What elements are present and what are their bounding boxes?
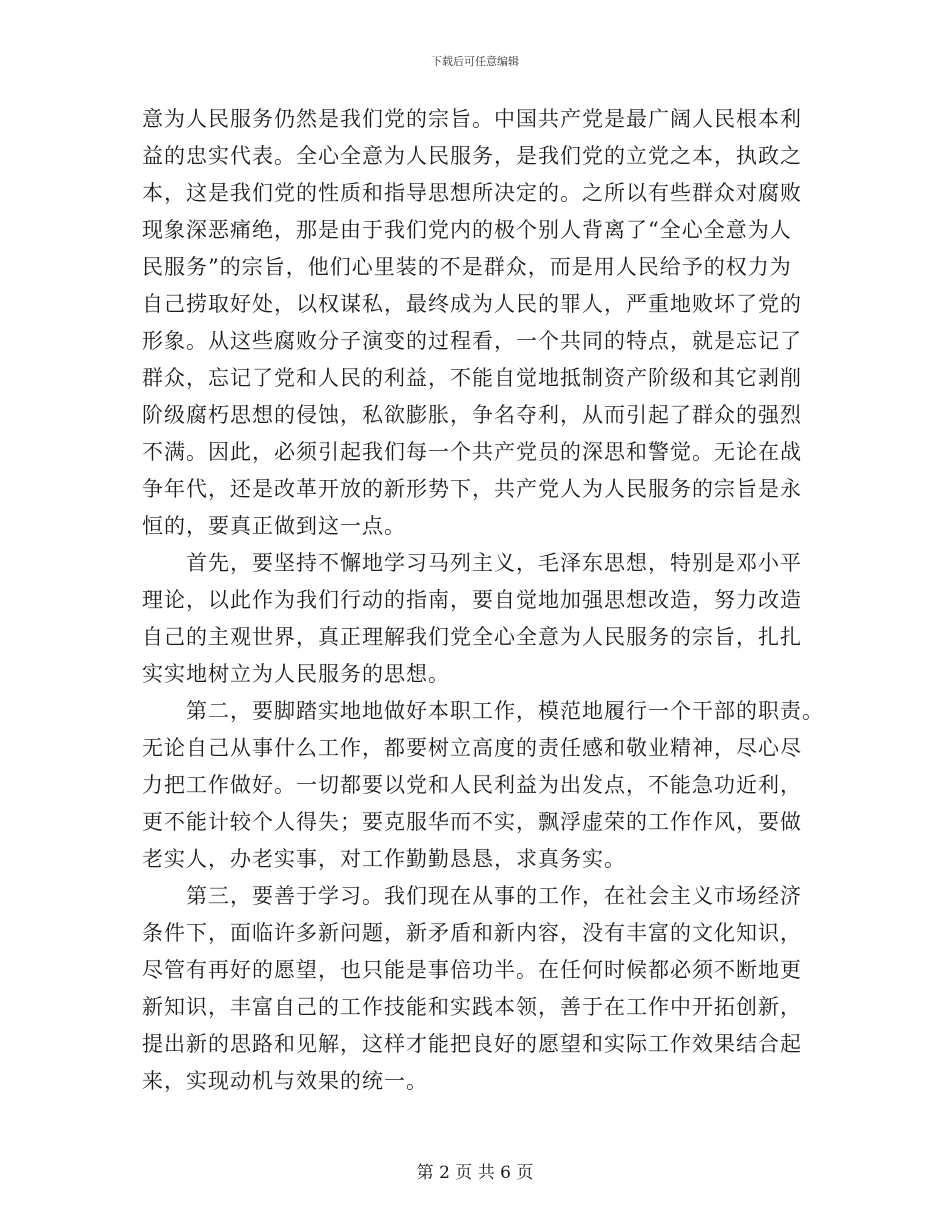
text-line: 首先，要坚持不懈地学习马列主义，毛泽东思想，特别是邓小平 (142, 551, 802, 575)
document-body (142, 101, 824, 1100)
text-line: 自己捞取好处，以权谋私，最终成为人民的罪人，严重地败坏了党的 (142, 292, 802, 316)
text-line: 提出新的思路和见解，这样才能把良好的愿望和实际工作效果结合起 (142, 1032, 802, 1056)
text-line: 来，实现动机与效果的统一。 (142, 1069, 428, 1093)
text-line: 本，这是我们党的性质和指导思想所决定的。之所以有些群众对腐败 (142, 181, 802, 205)
text-line: 现象深恶痛绝，那是由于我们党内的极个别人背离了“全心全意为人 (142, 218, 792, 242)
text-line: 第三，要善于学习。我们现在从事的工作，在社会主义市场经济 (142, 884, 802, 908)
text-line: 尽管有再好的愿望，也只能是事倍功半。在任何时候都必须不断地更 (142, 958, 802, 982)
text-line: 无论自己从事什么工作，都要树立高度的责任感和敬业精神，尽心尽 (142, 736, 802, 760)
text-line: 力把工作做好。一切都要以党和人民利益为出发点，不能急功近利， (142, 773, 802, 797)
text-line: 自己的主观世界，真正理解我们党全心全意为人民服务的宗旨，扎扎 (142, 625, 802, 649)
text-line: 争年代，还是改革开放的新形势下，共产党人为人民服务的宗旨是永 (142, 477, 802, 501)
text-line: 不满。因此，必须引起我们每一个共产党员的深思和警觉。无论在战 (142, 440, 802, 464)
text-line: 阶级腐朽思想的侵蚀，私欲膨胀，争名夺利，从而引起了群众的强烈 (142, 403, 802, 427)
text-line: 老实人，办老实事，对工作勤勤恳恳，求真务实。 (142, 847, 626, 871)
page-header: 下载后可任意编辑 (431, 55, 519, 68)
text-line: 理论，以此作为我们行动的指南，要自觉地加强思想改造，努力改造 (142, 588, 802, 612)
text-line: 形象。从这些腐败分子演变的过程看，一个共同的特点，就是忘记了 (142, 329, 802, 353)
text-line: 恒的，要真正做到这一点。 (142, 514, 406, 538)
text-line: 更不能计较个人得失；要克服华而不实，飘浮虚荣的工作作风，要做 (142, 810, 802, 834)
text-line: 民服务”的宗旨，他们心里装的不是群众，而是用人民给予的权力为 (142, 255, 792, 279)
text-line: 群众，忘记了党和人民的利益，不能自觉地抵制资产阶级和其它剥削 (142, 366, 802, 390)
text-line: 条件下，面临许多新问题，新矛盾和新内容，没有丰富的文化知识， (142, 921, 802, 945)
text-line: 新知识，丰富自己的工作技能和实践本领，善于在工作中开拓创新， (142, 995, 802, 1019)
text-line: 第二，要脚踏实地地做好本职工作，模范地履行一个干部的职责。 (142, 699, 824, 723)
text-line: 益的忠实代表。全心全意为人民服务，是我们党的立党之本，执政之 (142, 144, 802, 168)
page-number: 第 2 页 共 6 页 (416, 1163, 534, 1183)
text-line: 意为人民服务仍然是我们党的宗旨。中国共产党是最广阔人民根本利 (142, 107, 802, 131)
text-line: 实实地树立为人民服务的思想。 (142, 662, 450, 686)
